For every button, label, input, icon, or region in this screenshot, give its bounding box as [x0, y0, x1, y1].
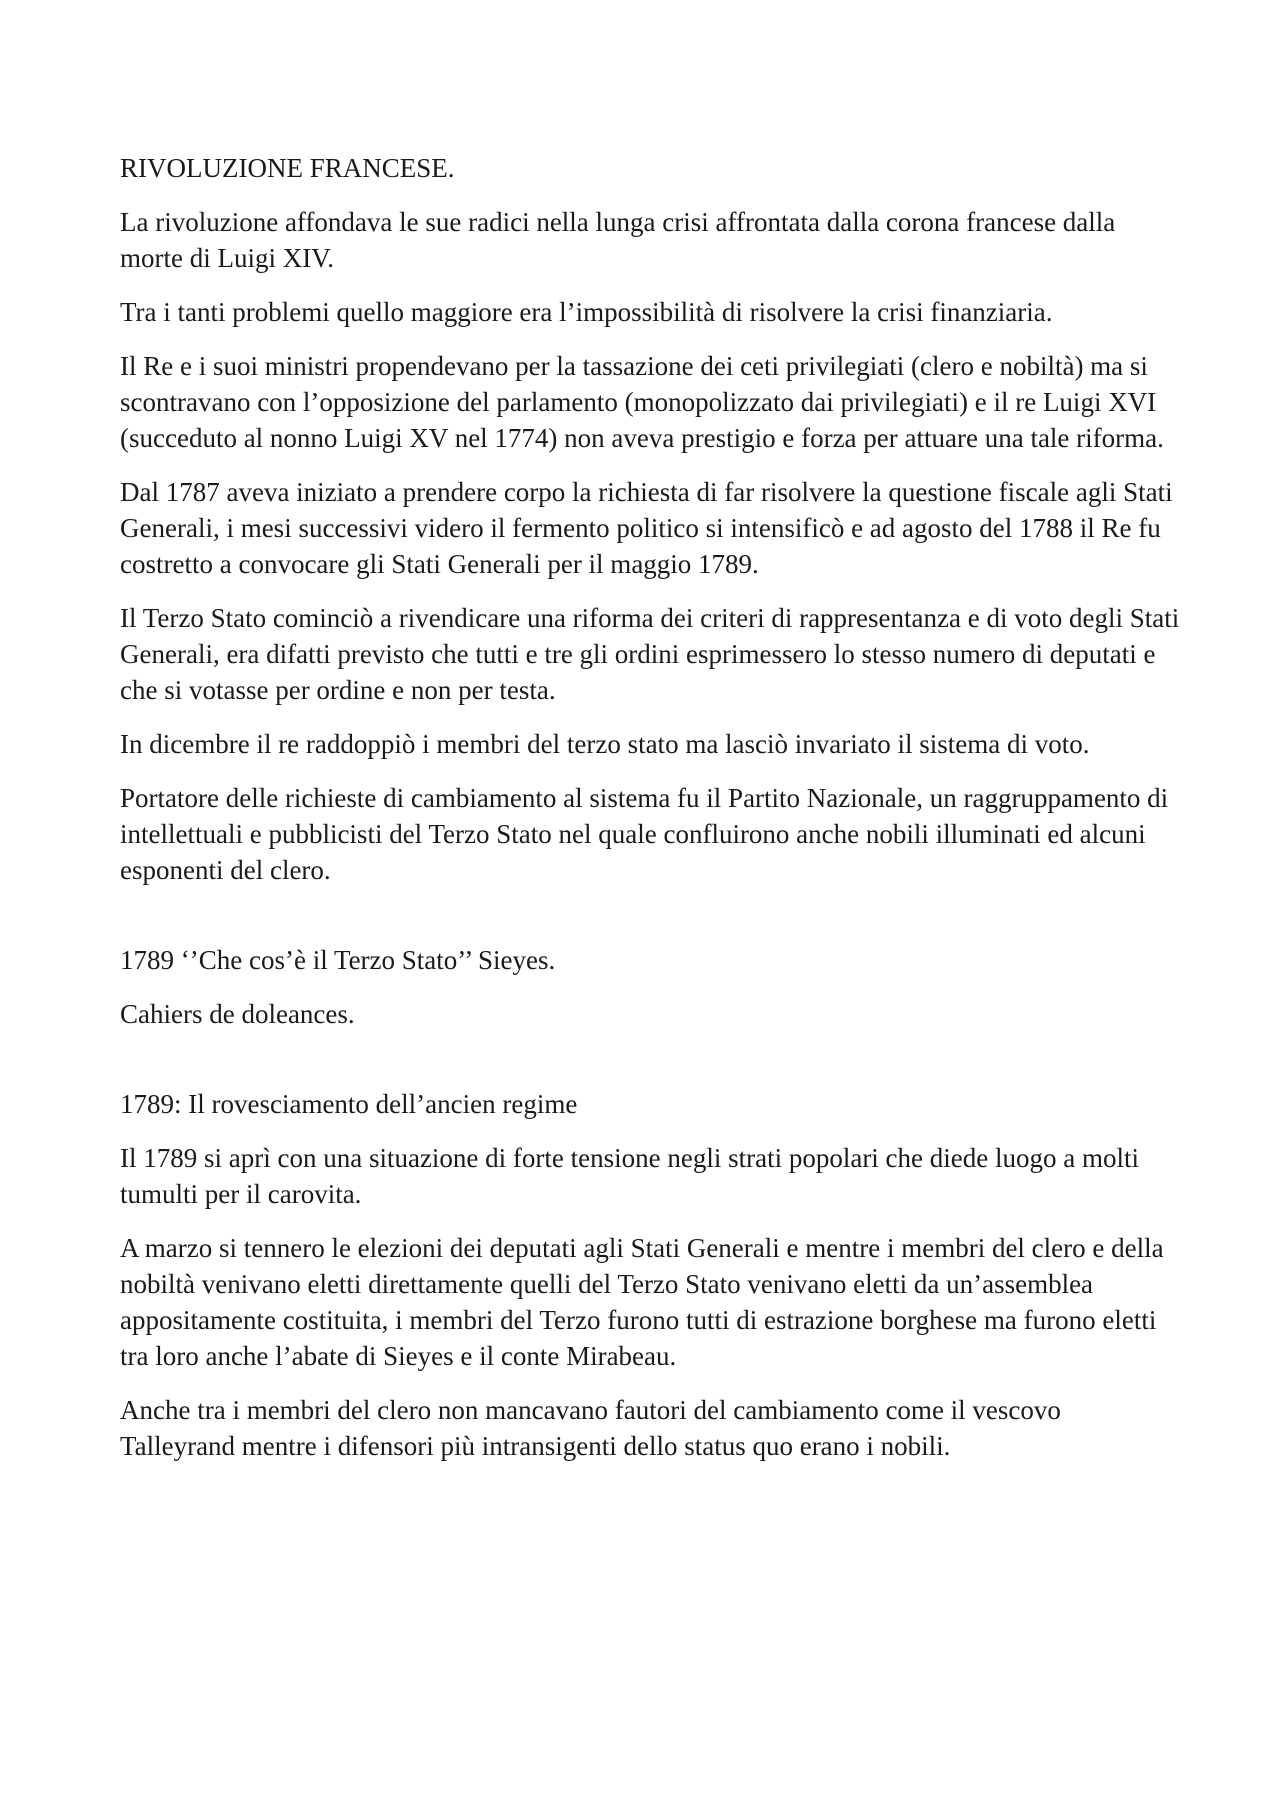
paragraph: Anche tra i membri del clero non mancavano fautori del cambiamento come il vescovo Talleyrand mentre i difensori più intransigenti dello status quo erano i nobili. [120, 1395, 1061, 1461]
paragraph: A marzo si tennero le elezioni dei deputati agli Stati Generali e mentre i membri del clero e della nobiltà venivano eletti direttamente quelli del Terzo Stato venivano eletti da un’assemblea appositamente costituita, i membri del Terzo furono tutti di estrazione borghese ma furono eletti tra loro anche l’abate di Sieyes e il conte Mirabeau. [120, 1233, 1164, 1371]
paragraph: Portatore delle richieste di cambiamento al sistema fu il Partito Nazionale, un raggruppamento di intellettuali e pubblicisti del Terzo Stato nel quale confluirono anche nobili illuminati ed alcuni esponenti del clero. [120, 783, 1169, 885]
paragraph: La rivoluzione affondava le sue radici nella lunga crisi affrontata dalla corona francese dalla morte di Luigi XIV. [120, 207, 1116, 273]
note-sieyes: 1789 ‘’Che cos’è il Terzo Stato’’ Sieyes. [120, 945, 556, 975]
paragraph: Il Terzo Stato cominciò a rivendicare una riforma dei criteri di rappresentanza e di voto degli Stati Generali, era difatti previsto che tutti e tre gli ordini esprimessero lo stesso numero di deputati e che si votasse per ordine e non per testa. [120, 603, 1180, 705]
section-heading: 1789: Il rovesciamento dell’ancien regime [120, 1089, 578, 1119]
paragraph: Il Re e i suoi ministri propendevano per la tassazione dei ceti privilegiati (clero e nobiltà) ma si scontravano con l’opposizione del parlamento (monopolizzato dai privilegiati) e il re Luigi XVI (succeduto al nonno Luigi XV nel 1774) non aveva prestigio e forza per attuare una tale riforma. [120, 351, 1164, 453]
paragraph: Tra i tanti problemi quello maggiore era l’impossibilità di risolvere la crisi finanziaria. [120, 297, 1053, 327]
note-cahiers: Cahiers de doleances. [120, 999, 355, 1029]
document-title: RIVOLUZIONE FRANCESE. [120, 153, 455, 183]
paragraph: Il 1789 si aprì con una situazione di forte tensione negli strati popolari che diede luogo a molti tumulti per il carovita. [120, 1143, 1139, 1209]
document-body [120, 150, 1180, 1482]
paragraph: Dal 1787 aveva iniziato a prendere corpo la richiesta di far risolvere la questione fiscale agli Stati Generali, i mesi successivi videro il fermento politico si intensificò e ad agosto del 1788 il Re fu costretto a convocare gli Stati Generali per il maggio 1789. [120, 477, 1173, 579]
paragraph: In dicembre il re raddoppiò i membri del terzo stato ma lasciò invariato il sistema di voto. [120, 729, 1090, 759]
